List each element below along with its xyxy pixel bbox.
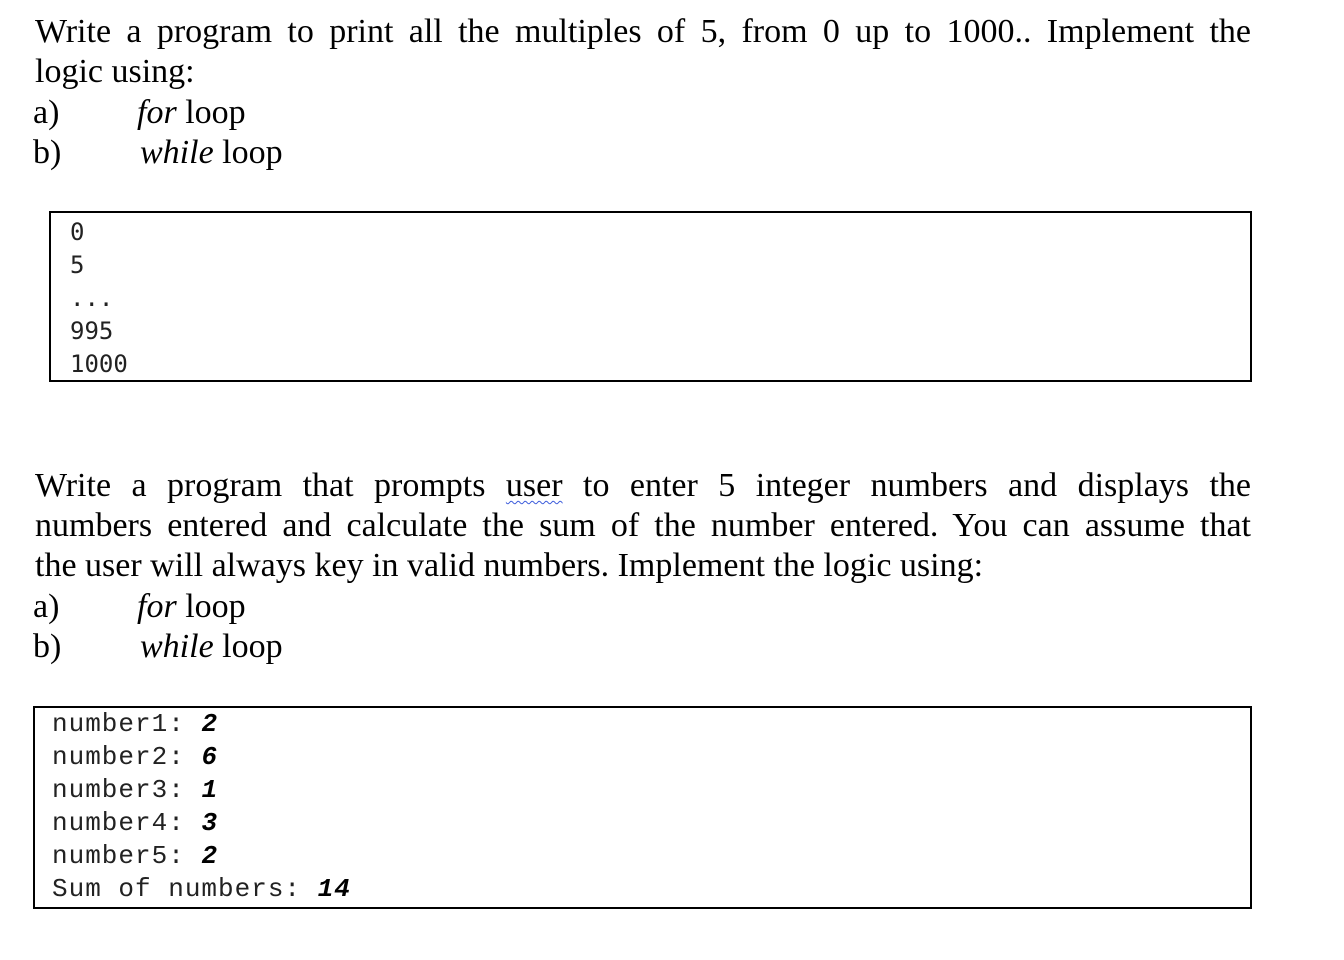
output-line-995: 995 — [70, 317, 114, 345]
option-text — [140, 627, 283, 667]
question-1-line-1: Write a program to print all the multiples of 5, from 0 up to 1000.. Implement the — [35, 13, 1251, 50]
output-value: 2 — [201, 709, 219, 739]
option-keyword: while — [140, 628, 214, 665]
question-2-line-2: numbers entered and calculate the sum of the number entered. You can assume that — [35, 507, 1251, 544]
option-marker: b) — [33, 628, 62, 665]
output-label: number1: — [52, 709, 202, 739]
line-text: to enter 5 integer numbers and displays the — [562, 467, 1251, 504]
output-ellipsis: ... — [70, 284, 114, 312]
output-row-sum — [52, 873, 351, 906]
output-row-number1 — [52, 708, 218, 741]
option-text — [137, 587, 246, 627]
option-rest: loop — [176, 588, 246, 625]
question-1-output-box — [49, 211, 1252, 382]
option-marker: b) — [33, 134, 62, 171]
output-line-0: 0 — [70, 218, 85, 246]
question-2-line-1 — [35, 466, 1251, 506]
output-line-1000: 1000 — [70, 350, 128, 378]
output-value: 3 — [201, 808, 219, 838]
output-value: 6 — [201, 742, 219, 772]
output-label: number4: — [52, 808, 202, 838]
output-label: number2: — [52, 742, 202, 772]
option-keyword: while — [140, 134, 214, 171]
option-keyword: for — [137, 94, 177, 131]
output-label: Sum of numbers: — [52, 874, 318, 904]
output-row-number5 — [52, 840, 218, 873]
question-2-option-b — [33, 627, 333, 667]
question-1-option-a — [33, 93, 333, 133]
option-rest: loop — [213, 134, 283, 171]
spellcheck-flagged-word: user — [505, 467, 563, 504]
question-1-option-b — [33, 133, 333, 173]
output-row-number2 — [52, 741, 218, 774]
question-2-output-box — [33, 706, 1252, 909]
option-text — [137, 93, 246, 133]
output-label: number3: — [52, 775, 202, 805]
output-line-5: 5 — [70, 251, 85, 279]
output-row-number4 — [52, 807, 218, 840]
question-2-line-3: the user will always key in valid numbers. Implement the logic using: — [35, 547, 984, 584]
option-marker: a) — [33, 588, 60, 625]
option-marker: a) — [33, 94, 60, 131]
output-row-number3 — [52, 774, 218, 807]
option-text — [140, 133, 283, 173]
question-1-text — [35, 12, 1251, 92]
output-label: number5: — [52, 841, 202, 871]
question-2-option-a — [33, 587, 333, 627]
output-value: 1 — [201, 775, 219, 805]
question-1-line-2: logic using: — [35, 53, 195, 90]
option-rest: loop — [176, 94, 246, 131]
line-text: Write a program that prompts — [35, 467, 506, 504]
option-rest: loop — [213, 628, 283, 665]
output-value: 14 — [317, 874, 351, 904]
option-keyword: for — [137, 588, 177, 625]
output-value: 2 — [201, 841, 219, 871]
question-2-text — [35, 466, 1251, 586]
